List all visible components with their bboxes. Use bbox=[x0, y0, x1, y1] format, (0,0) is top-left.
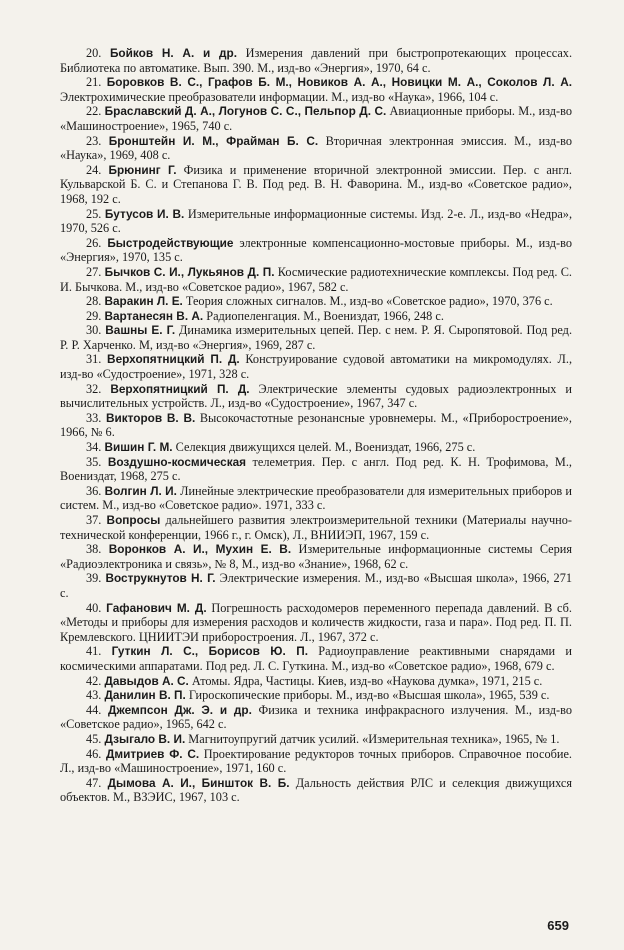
reference-number: 28. bbox=[86, 294, 102, 309]
reference-number: 42. bbox=[86, 673, 102, 688]
reference-authors: Гуткин Л. С., Борисов Ю. П. bbox=[111, 644, 308, 659]
reference-item bbox=[60, 309, 572, 324]
reference-authors: Дмитриев Ф. С. bbox=[105, 746, 200, 761]
reference-number: 20. bbox=[86, 46, 102, 60]
reference-authors: Бронштейн И. М., Фрайман Б. С. bbox=[108, 133, 319, 148]
reference-text: Физика и применение вторичной электронной эмиссии. Пер. с англ. Кульварской Б. С. и Степанова Г. В. Под ред. В. Н. Фаворина. М., изд-во «Советское радио», 1968, 192 с. bbox=[60, 162, 572, 206]
reference-item bbox=[60, 732, 572, 747]
reference-text: Электрические элементы судовых радиоэлектронных и вычислительных устройств. Л., изд-во «Судостроение», 1967, 347 с. bbox=[60, 381, 572, 411]
reference-text: Селекция движущихся целей. М., Воениздат, 1966, 275 с. bbox=[175, 440, 476, 455]
reference-number: 22. bbox=[86, 104, 102, 119]
reference-number: 32. bbox=[86, 381, 102, 396]
reference-authors: Данилин В. П. bbox=[104, 688, 186, 703]
reference-authors: Воронков А. И., Мухин Е. В. bbox=[108, 542, 292, 557]
reference-authors: Дымова А. И., Биншток В. Б. bbox=[107, 775, 290, 790]
reference-authors: Бойков Н. А. и др. bbox=[109, 46, 237, 60]
reference-number: 26. bbox=[86, 235, 102, 250]
reference-item bbox=[60, 776, 572, 805]
reference-number: 46. bbox=[86, 746, 102, 761]
reference-authors: Вартанесян В. А. bbox=[104, 308, 204, 323]
reference-item bbox=[60, 455, 572, 484]
reference-text: Проектирование редукторов точных приборов. Справочное пособие. Л., изд-во «Машиностроение», 1971, 160 с. bbox=[60, 746, 572, 776]
reference-number: 31. bbox=[86, 352, 102, 367]
reference-item bbox=[60, 265, 572, 294]
reference-authors: Вопросы bbox=[106, 513, 161, 527]
reference-authors: Викторов В. В. bbox=[105, 410, 196, 425]
reference-number: 21. bbox=[86, 75, 102, 90]
reference-text: Физика и техника инфракрасного излучения. М., изд-во «Советское радио», 1965, 642 с. bbox=[60, 702, 573, 732]
reference-number: 30. bbox=[86, 323, 102, 338]
reference-text: Космические радиотехнические комплексы. Под ред. С. И. Бычкова. М., изд-во «Советское радио», 1967, 582 с. bbox=[60, 264, 573, 294]
reference-authors: Браславский Д. А., Логунов С. С., Пельпор Д. С. bbox=[104, 104, 387, 119]
reference-item bbox=[60, 294, 572, 309]
reference-text: Атомы. Ядра, Частицы. Киев, изд-во «Наукова думка», 1971, 215 с. bbox=[191, 673, 543, 688]
reference-text: Радиоуправление реактивными снарядами и космическими аппаратами. Под ред. Л. С. Гуткина. М., изд-во «Советское радио», 1968, 679 с. bbox=[60, 644, 572, 673]
reference-item bbox=[60, 747, 572, 776]
reference-number: 24. bbox=[86, 162, 102, 177]
reference-number: 35. bbox=[86, 454, 102, 469]
reference-number: 29. bbox=[86, 308, 102, 323]
reference-number: 37. bbox=[86, 513, 102, 527]
reference-item bbox=[60, 323, 572, 352]
reference-authors: Дзыгало В. И. bbox=[104, 731, 186, 746]
reference-text: Измерительные информационные системы. Изд. 2-е. Л., изд-во «Недра», 1970, 526 с. bbox=[60, 206, 573, 236]
reference-text: Линейные электрические преобразователи для измерительных приборов и систем. М., изд-во «Советское радио». 1971, 333 с. bbox=[60, 483, 572, 513]
reference-item bbox=[60, 601, 572, 645]
reference-item bbox=[60, 46, 572, 75]
reference-item bbox=[60, 440, 572, 455]
reference-number: 41. bbox=[86, 644, 102, 659]
reference-authors: Боровков В. С., Графов Б. М., Новиков А. А., Новицки М. А., Соколов Л. А. bbox=[106, 75, 572, 90]
reference-item bbox=[60, 163, 572, 207]
reference-text: Дальность действия РЛС и селекция движущихся объектов. М., ВЗЭИС, 1967, 103 с. bbox=[60, 775, 572, 805]
reference-authors: Вашны Е. Г. bbox=[105, 323, 176, 338]
reference-authors: Бычков С. И., Лукьянов Д. П. bbox=[104, 264, 275, 279]
reference-item bbox=[60, 207, 572, 236]
reference-text: Теория сложных сигналов. М., изд-во «Советское радио», 1970, 376 с. bbox=[185, 294, 553, 309]
reference-authors: Давыдов А. С. bbox=[104, 673, 189, 688]
reference-number: 36. bbox=[86, 483, 102, 498]
reference-number: 47. bbox=[86, 775, 102, 790]
reference-item bbox=[60, 382, 572, 411]
reference-authors: Брюнинг Г. bbox=[108, 162, 177, 177]
reference-item bbox=[60, 688, 572, 703]
reference-item bbox=[60, 674, 572, 689]
reference-item bbox=[60, 236, 572, 265]
reference-item bbox=[60, 75, 572, 104]
reference-item bbox=[60, 644, 572, 673]
reference-authors: Верхопятницкий П. Д. bbox=[110, 381, 250, 396]
reference-text: Электрохимические преобразователи информации. М., изд-во «Наука», 1966, 104 с. bbox=[60, 89, 499, 104]
reference-authors: Волгин Л. И. bbox=[104, 483, 177, 498]
reference-number: 43. bbox=[86, 688, 102, 703]
reference-number: 45. bbox=[86, 731, 102, 746]
reference-item bbox=[60, 352, 572, 381]
reference-text: Магнитоупругий датчик усилий. «Измерительная техника», 1965, № 1. bbox=[188, 731, 560, 746]
reference-number: 44. bbox=[86, 702, 102, 717]
reference-authors: Варакин Л. Е. bbox=[104, 294, 183, 309]
reference-authors: Воздушно-космическая bbox=[107, 454, 247, 469]
reference-text: Конструирование судовой автоматики на микромодулях. Л., изд-во «Судостроение», 1971, 328 с. bbox=[60, 352, 573, 382]
reference-number: 34. bbox=[86, 440, 102, 455]
reference-number: 38. bbox=[86, 542, 102, 557]
reference-number: 40. bbox=[86, 600, 102, 615]
reference-text: Погрешность расходомеров переменного перепада давлений. В сб. «Методы и приборы для измерения расходов и количеств жидкости, газа и пара». Под ред. П. П. Кремлевского. ЦНИИТЭИ приборостроения. Л., 1967, 372 с. bbox=[60, 600, 572, 644]
reference-authors: Вишин Г. М. bbox=[104, 440, 173, 455]
reference-number: 27. bbox=[86, 264, 102, 279]
reference-text: Радиопеленгация. М., Воениздат, 1966, 248 с. bbox=[206, 308, 444, 323]
reference-item bbox=[60, 104, 572, 133]
reference-item bbox=[60, 484, 572, 513]
reference-text: Измерения давлений при быстропротекающих процессах. Библиотека по автоматике. Вып. 390. М., изд-во «Энергия», 1970, 64 с. bbox=[60, 46, 573, 75]
reference-item bbox=[60, 542, 572, 571]
reference-authors: Быстродействующие bbox=[107, 235, 234, 250]
reference-text: Гироскопические приборы. М., изд-во «Высшая школа», 1965, 539 с. bbox=[188, 688, 550, 703]
reference-text: Измерительные информационные системы Серия «Радиоэлектроника и связь», № 8, М., изд-во «Знание», 1968, 62 с. bbox=[60, 542, 573, 571]
reference-text: Высокочастотные резонансные уровнемеры. М., «Приборостроение», 1966, № 6. bbox=[60, 410, 573, 440]
reference-text: Авиационные приборы. М., изд-во «Машиностроение», 1965, 740 с. bbox=[60, 104, 573, 133]
reference-item bbox=[60, 513, 572, 542]
reference-text: Вторичная электронная эмиссия. М., изд-во «Наука», 1969, 408 с. bbox=[60, 133, 573, 163]
reference-number: 23. bbox=[86, 133, 102, 148]
reference-number: 33. bbox=[86, 410, 102, 425]
reference-authors: Вострукнутов Н. Г. bbox=[105, 571, 216, 586]
reference-authors: Джемпсон Дж. Э. и др. bbox=[107, 702, 252, 717]
reference-list bbox=[60, 46, 572, 805]
reference-text: телеметрия. Пер. с англ. Под ред. К. Н. Трофимова, М., Воениздат, 1968, 275 с. bbox=[60, 454, 573, 484]
reference-authors: Гафанович М. Д. bbox=[106, 600, 207, 615]
reference-item bbox=[60, 411, 572, 440]
reference-text: электронные компенсационно-мостовые приборы. М., изд-во «Энергия», 1970, 135 с. bbox=[60, 235, 573, 265]
reference-text: Динамика измерительных цепей. Пер. с нем. Р. Я. Сыропятовой. Под ред. Р. Р. Харченко. М, изд-во «Энергия», 1969, 287 с. bbox=[60, 323, 573, 352]
reference-authors: Верхопятницкий П. Д. bbox=[107, 352, 240, 367]
reference-number: 39. bbox=[86, 571, 102, 586]
page-number: 659 bbox=[547, 918, 569, 933]
reference-number: 25. bbox=[86, 206, 102, 221]
reference-item bbox=[60, 703, 572, 732]
reference-authors: Бутусов И. В. bbox=[104, 206, 185, 221]
reference-text: дальнейшего развития электроизмерительной техники (Материалы научно-технической конференции, 1966 г., г. Омск), Л., ВНИИЭП, 1967, 159 с. bbox=[60, 513, 572, 542]
reference-text: Электрические измерения. М., изд-во «Высшая школа», 1966, 271 с. bbox=[60, 571, 573, 600]
reference-item bbox=[60, 134, 572, 163]
reference-item bbox=[60, 571, 572, 600]
